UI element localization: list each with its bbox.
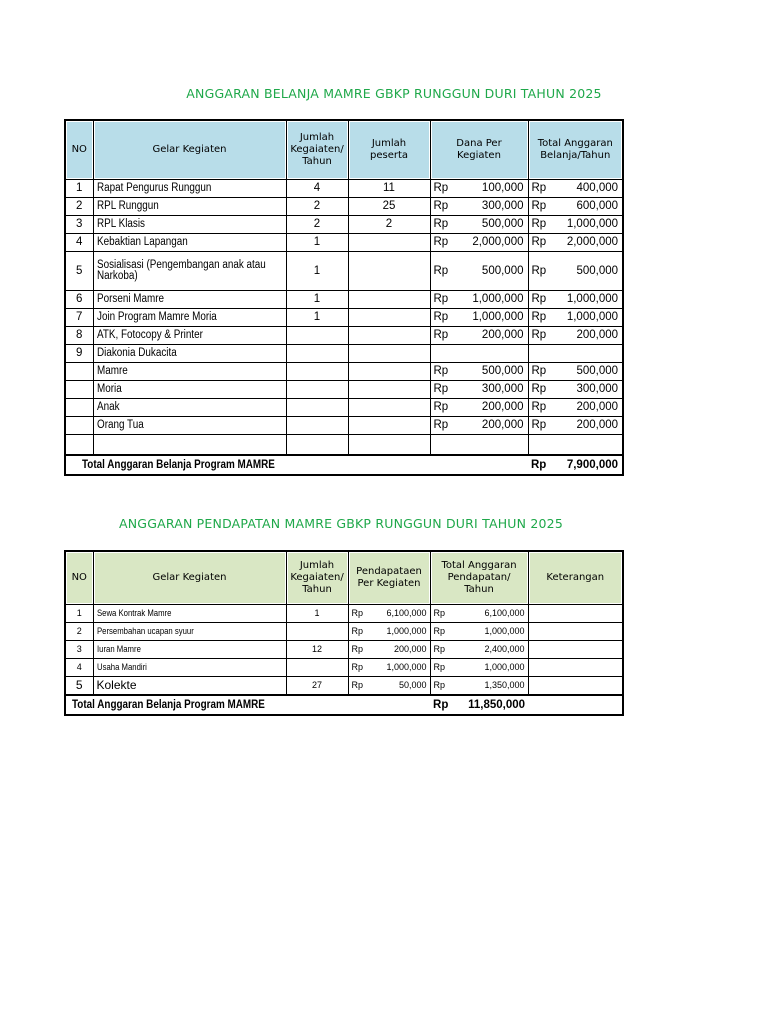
row-no: 1 xyxy=(65,180,93,198)
row-jumlah-kegiatan xyxy=(286,659,348,677)
row-jumlah-kegiatan: 4 xyxy=(286,180,348,198)
row-jumlah-kegiatan xyxy=(286,327,348,345)
row-total-value: 2,000,000 xyxy=(550,234,623,252)
row-total-currency: Rp xyxy=(430,641,452,659)
row-total-currency: Rp xyxy=(430,677,452,696)
row-no: 2 xyxy=(65,198,93,216)
row-total-currency xyxy=(528,345,550,363)
row-name-text: Anak xyxy=(96,401,120,413)
row-no: 3 xyxy=(65,216,93,234)
row-no: 7 xyxy=(65,309,93,327)
row-name-text: Moria xyxy=(96,383,122,395)
row-dana-currency: Rp xyxy=(430,180,456,198)
row-keterangan xyxy=(528,659,623,677)
row-dana-value: 1,000,000 xyxy=(456,309,528,327)
row-no: 4 xyxy=(65,234,93,252)
row-name-text: RPL Klasis xyxy=(96,218,145,230)
table-row xyxy=(65,623,623,641)
row-total-currency: Rp xyxy=(430,659,452,677)
row-name xyxy=(93,623,286,641)
row-name-text: Persembahan ucapan syuur xyxy=(96,626,194,636)
row-dana-currency: Rp xyxy=(430,309,456,327)
row-total-currency: Rp xyxy=(528,198,550,216)
row-dana-value: 300,000 xyxy=(456,381,528,399)
pendapatan-total-label: Total Anggaran Belanja Program MAMRE xyxy=(72,699,265,711)
belanja-total-currency: Rp xyxy=(528,455,550,475)
row-dana-value: 200,000 xyxy=(456,327,528,345)
row-per-currency: Rp xyxy=(348,623,372,641)
row-name-text: Iuran Mamre xyxy=(96,644,141,654)
row-per-value: 6,100,000 xyxy=(372,605,430,623)
row-total-value: 1,000,000 xyxy=(550,216,623,234)
row-name-text: Diakonia Dukacita xyxy=(96,347,177,359)
row-dana-currency: Rp xyxy=(430,216,456,234)
table-row xyxy=(65,381,623,399)
row-dana-currency: Rp xyxy=(430,198,456,216)
belanja-total-row xyxy=(65,455,623,475)
table-row xyxy=(65,309,623,327)
row-jumlah-kegiatan xyxy=(286,417,348,435)
row-name xyxy=(93,327,286,345)
row-total-value: 1,000,000 xyxy=(550,291,623,309)
row-jumlah-peserta xyxy=(348,327,430,345)
row-name-text: Orang Tua xyxy=(96,419,144,431)
empty-cell xyxy=(430,435,456,456)
row-total-value: 200,000 xyxy=(550,399,623,417)
row-dana-value: 100,000 xyxy=(456,180,528,198)
row-no: 1 xyxy=(65,605,93,623)
row-per-value: 1,000,000 xyxy=(372,659,430,677)
row-name xyxy=(93,252,286,291)
pendapatan-total-value: 11,850,000 xyxy=(452,695,528,715)
empty-cell xyxy=(65,435,93,456)
row-jumlah-kegiatan: 2 xyxy=(286,216,348,234)
row-jumlah-kegiatan: 1 xyxy=(286,309,348,327)
row-no xyxy=(65,363,93,381)
row-name xyxy=(93,345,286,363)
belanja-table-wrap xyxy=(64,119,624,476)
row-dana-value xyxy=(456,345,528,363)
row-dana-value: 200,000 xyxy=(456,399,528,417)
pendapatan-total-row xyxy=(65,695,623,715)
row-dana-value: 300,000 xyxy=(456,198,528,216)
row-total-value: 1,000,000 xyxy=(550,309,623,327)
row-dana-currency: Rp xyxy=(430,252,456,291)
row-total-value: 200,000 xyxy=(550,327,623,345)
table-row xyxy=(65,641,623,659)
row-name xyxy=(93,291,286,309)
row-jumlah-kegiatan xyxy=(286,345,348,363)
row-total-currency: Rp xyxy=(528,309,550,327)
row-jumlah-peserta xyxy=(348,381,430,399)
row-dana-currency: Rp xyxy=(430,381,456,399)
row-no: 8 xyxy=(65,327,93,345)
row-dana-value: 500,000 xyxy=(456,216,528,234)
row-keterangan xyxy=(528,623,623,641)
row-dana-value: 1,000,000 xyxy=(456,291,528,309)
row-no: 5 xyxy=(65,252,93,291)
table-row xyxy=(65,180,623,198)
table-row xyxy=(65,291,623,309)
row-jumlah-peserta: 2 xyxy=(348,216,430,234)
row-total-value: 2,400,000 xyxy=(452,641,528,659)
row-jumlah-peserta: 11 xyxy=(348,180,430,198)
empty-cell xyxy=(456,435,528,456)
row-name-text: Sosialisasi (Pengembangan anak atau Narkoba) xyxy=(96,259,266,282)
row-dana-value: 500,000 xyxy=(456,363,528,381)
row-jumlah-kegiatan xyxy=(286,399,348,417)
row-total-value: 1,000,000 xyxy=(452,659,528,677)
header-total: Total Anggaran Pendapatan/ Tahun xyxy=(430,551,528,605)
empty-cell xyxy=(286,435,348,456)
row-total-currency: Rp xyxy=(430,623,452,641)
header-total: Total Anggaran Belanja/Tahun xyxy=(528,120,623,180)
table-row xyxy=(65,659,623,677)
row-total-currency: Rp xyxy=(528,327,550,345)
row-name xyxy=(93,381,286,399)
row-per-currency: Rp xyxy=(348,641,372,659)
row-dana-value: 2,000,000 xyxy=(456,234,528,252)
row-jumlah-kegiatan: 1 xyxy=(286,291,348,309)
table-row xyxy=(65,345,623,363)
header-gelar: Gelar Kegiaten xyxy=(93,551,286,605)
row-jumlah-peserta xyxy=(348,252,430,291)
empty-cell xyxy=(348,435,430,456)
row-total-value xyxy=(550,345,623,363)
row-total-currency: Rp xyxy=(528,180,550,198)
row-per-value: 200,000 xyxy=(372,641,430,659)
row-name xyxy=(93,641,286,659)
pendapatan-table xyxy=(64,550,624,716)
table-row xyxy=(65,198,623,216)
row-jumlah-peserta xyxy=(348,291,430,309)
header-no: NO xyxy=(65,551,93,605)
row-name xyxy=(93,605,286,623)
row-name-text: Rapat Pengurus Runggun xyxy=(96,182,211,194)
table-row xyxy=(65,605,623,623)
row-no: 5 xyxy=(65,677,93,696)
row-keterangan xyxy=(528,677,623,696)
table-row-empty xyxy=(65,435,623,456)
belanja-total-value: 7,900,000 xyxy=(550,455,623,475)
row-dana-currency xyxy=(430,345,456,363)
table-row xyxy=(65,327,623,345)
row-dana-currency: Rp xyxy=(430,399,456,417)
row-dana-currency: Rp xyxy=(430,327,456,345)
table-row xyxy=(65,677,623,696)
row-no xyxy=(65,399,93,417)
table-row xyxy=(65,216,623,234)
row-jumlah-peserta xyxy=(348,417,430,435)
row-jumlah-peserta: 25 xyxy=(348,198,430,216)
row-name-text: RPL Runggun xyxy=(96,200,159,212)
row-total-value: 400,000 xyxy=(550,180,623,198)
row-name xyxy=(93,399,286,417)
row-name-text: ATK, Fotocopy & Printer xyxy=(96,329,203,341)
row-dana-currency: Rp xyxy=(430,363,456,381)
row-jumlah-peserta xyxy=(348,309,430,327)
row-per-value: 50,000 xyxy=(372,677,430,696)
row-total-currency: Rp xyxy=(430,605,452,623)
row-no: 2 xyxy=(65,623,93,641)
row-per-currency: Rp xyxy=(348,677,372,696)
row-name-text: Usaha Mandiri xyxy=(96,662,147,672)
row-name-text: Mamre xyxy=(96,365,128,377)
row-jumlah-kegiatan: 1 xyxy=(286,234,348,252)
table-row xyxy=(65,399,623,417)
row-per-currency: Rp xyxy=(348,659,372,677)
row-total-currency: Rp xyxy=(528,291,550,309)
row-jumlah-kegiatan xyxy=(286,381,348,399)
header-gelar: Gelar Kegiaten xyxy=(93,120,286,180)
row-no: 6 xyxy=(65,291,93,309)
row-total-currency: Rp xyxy=(528,399,550,417)
row-name-text: Sewa Kontrak Mamre xyxy=(96,608,171,618)
row-total-value: 200,000 xyxy=(550,417,623,435)
row-per-currency: Rp xyxy=(348,605,372,623)
belanja-table xyxy=(64,119,624,476)
belanja-title: ANGGARAN BELANJA MAMRE GBKP RUNGGUN DURI TAHUN 2025 xyxy=(186,86,602,101)
empty-cell xyxy=(93,435,286,456)
empty-cell xyxy=(528,435,550,456)
row-total-currency: Rp xyxy=(528,252,550,291)
table-row xyxy=(65,363,623,381)
table-row xyxy=(65,234,623,252)
row-jumlah-peserta xyxy=(348,345,430,363)
row-dana-value: 200,000 xyxy=(456,417,528,435)
row-dana-currency: Rp xyxy=(430,234,456,252)
row-name xyxy=(93,234,286,252)
row-total-value: 600,000 xyxy=(550,198,623,216)
belanja-header-row xyxy=(65,120,623,180)
header-no: NO xyxy=(65,120,93,180)
row-name xyxy=(93,659,286,677)
row-jumlah-peserta xyxy=(348,363,430,381)
pendapatan-table-wrap xyxy=(64,550,624,716)
row-name xyxy=(93,677,286,696)
row-no: 4 xyxy=(65,659,93,677)
row-no xyxy=(65,417,93,435)
row-jumlah-kegiatan: 27 xyxy=(286,677,348,696)
row-total-value: 300,000 xyxy=(550,381,623,399)
row-name xyxy=(93,363,286,381)
row-no: 3 xyxy=(65,641,93,659)
pendapatan-total-keterangan xyxy=(528,695,623,715)
row-jumlah-kegiatan xyxy=(286,363,348,381)
pendapatan-total-currency: Rp xyxy=(430,695,452,715)
header-dana: Dana Per Kegiaten xyxy=(430,120,528,180)
row-total-value: 500,000 xyxy=(550,252,623,291)
row-dana-currency: Rp xyxy=(430,291,456,309)
table-row xyxy=(65,417,623,435)
row-total-value: 1,000,000 xyxy=(452,623,528,641)
belanja-total-label: Total Anggaran Belanja Program MAMRE xyxy=(82,459,275,471)
row-jumlah-kegiatan xyxy=(286,623,348,641)
row-jumlah-kegiatan: 1 xyxy=(286,605,348,623)
row-name-text: Join Program Mamre Moria xyxy=(96,311,217,323)
header-keterangan: Keterangan xyxy=(528,551,623,605)
row-name xyxy=(93,198,286,216)
row-dana-value: 500,000 xyxy=(456,252,528,291)
row-keterangan xyxy=(528,641,623,659)
row-keterangan xyxy=(528,605,623,623)
row-total-currency: Rp xyxy=(528,234,550,252)
row-jumlah-peserta xyxy=(348,234,430,252)
pendapatan-title: ANGGARAN PENDAPATAN MAMRE GBKP RUNGGUN DURI TAHUN 2025 xyxy=(119,516,563,531)
row-name-text: Kebaktian Lapangan xyxy=(96,236,188,248)
row-total-currency: Rp xyxy=(528,381,550,399)
row-jumlah-kegiatan: 1 xyxy=(286,252,348,291)
row-total-value: 1,350,000 xyxy=(452,677,528,696)
row-name xyxy=(93,309,286,327)
row-name-text: Kolekte xyxy=(96,678,137,692)
row-name-text: Porseni Mamre xyxy=(96,293,164,305)
table-row xyxy=(65,252,623,291)
row-jumlah-kegiatan: 12 xyxy=(286,641,348,659)
header-pendapatan: Pendapataen Per Kegiaten xyxy=(348,551,430,605)
row-total-value: 500,000 xyxy=(550,363,623,381)
row-total-currency: Rp xyxy=(528,216,550,234)
row-total-value: 6,100,000 xyxy=(452,605,528,623)
row-per-value: 1,000,000 xyxy=(372,623,430,641)
row-name xyxy=(93,216,286,234)
header-jumlah-kegiatan: Jumlah Kegaiaten/ Tahun xyxy=(286,120,348,180)
pendapatan-header-row xyxy=(65,551,623,605)
empty-cell xyxy=(550,435,623,456)
row-no: 9 xyxy=(65,345,93,363)
row-jumlah-peserta xyxy=(348,399,430,417)
row-name xyxy=(93,180,286,198)
header-jumlah-peserta: Jumlah peserta xyxy=(348,120,430,180)
row-jumlah-kegiatan: 2 xyxy=(286,198,348,216)
row-total-currency: Rp xyxy=(528,417,550,435)
header-jumlah-kegiatan: Jumlah Kegaiaten/ Tahun xyxy=(286,551,348,605)
row-no xyxy=(65,381,93,399)
row-name xyxy=(93,417,286,435)
row-dana-currency: Rp xyxy=(430,417,456,435)
row-total-currency: Rp xyxy=(528,363,550,381)
